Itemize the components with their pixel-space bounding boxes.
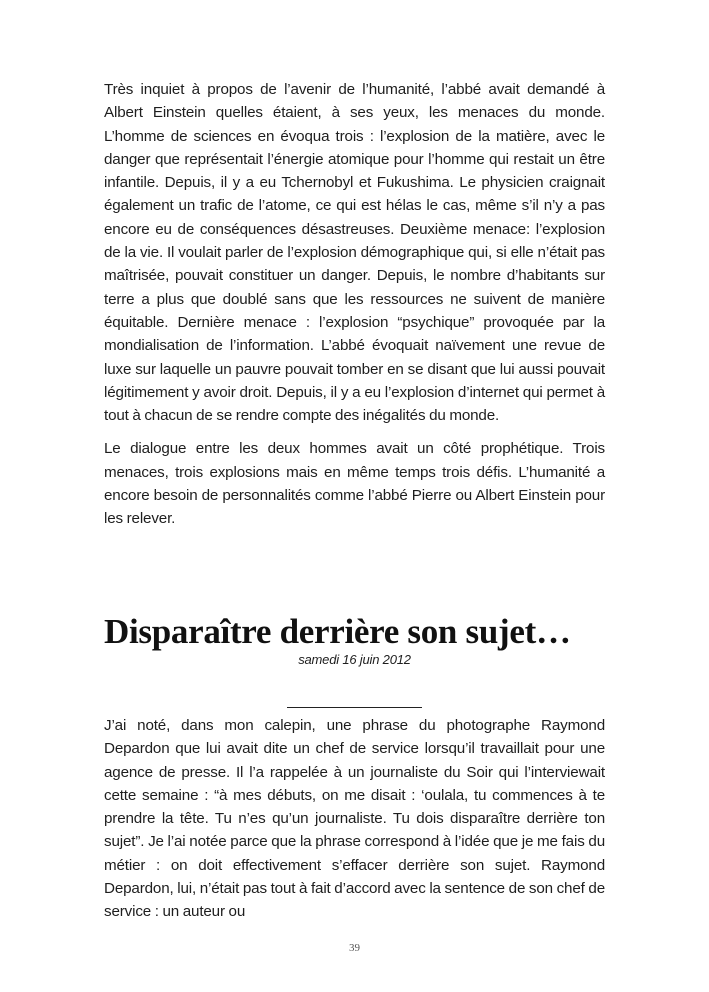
paragraph: Le dialogue entre les deux hommes avait un côté prophétique. Trois menaces, trois explosions mais en même temps trois défis. L’humanité a encore besoin de personnalités comme l’abbé Pierre ou Albert Einstein pour les relever. — [104, 440, 605, 528]
paragraph: J’ai noté, dans mon calepin, une phrase du photographe Raymond Depardon que lui avait dite un chef de service lorsqu’il travaillait pour une agence de presse. Il l’a rappelée à un journaliste du Soir qui l’interviewait cette semaine : “à mes débuts, on me disait : ‘oulala, tu commences à te prendre la tête. Tu n’es qu’un journaliste. Tu dois disparaître derrière ton sujet”. Je l’ai notée parce que la phrase correspond à l’idée que je me fais du métier : on doit effectivement s’effacer derrière son sujet. Raymond Depardon, lui, n’était pas tout à fait d’accord avec la sentence de son chef de service : un auteur ou — [104, 717, 605, 921]
divider — [287, 707, 422, 708]
page-number: 39 — [349, 942, 360, 954]
chapter-date: samedi 16 juin 2012 — [298, 652, 411, 667]
section-2-text — [104, 714, 605, 924]
section-1-text — [104, 78, 605, 531]
chapter-title: Disparaître derrière son sujet… — [104, 612, 571, 651]
paragraph: Très inquiet à propos de l’avenir de l’humanité, l’abbé avait demandé à Albert Einstein quelles étaient, à ses yeux, les menaces du monde. L’homme de sciences en évoqua trois : l’explosion de la matière, avec le danger que représentait l’énergie atomique pour l’homme qui restait un être infantile. Depuis, il y a eu Tchernobyl et Fukushima. Le physicien craignait également un trafic de l’atome, ce qui est hélas le cas, même s’il n’y a pas encore eu de conséquences désastreuses. Deuxième menace: l’explosion de la vie. Il voulait parler de l’explosion démographique qui, si elle n’était pas maîtrisée, pouvait constituer un danger. Depuis, le nombre d’habitants sur terre a plus que doublé sans que les ressources ne suivent de manière équitable. Dernière menace : l’explosion “psychique” provoquée par la mondialisation de l’information. L’abbé évoquait naïvement une revue de luxe sur laquelle un pauvre pouvait tomber en se disant que lui aussi pouvait légitimement y avoir droit. Depuis, il y a eu l’explosion d’internet qui permet à tout à chacun de se rendre compte des inégalités du monde. — [104, 81, 605, 425]
